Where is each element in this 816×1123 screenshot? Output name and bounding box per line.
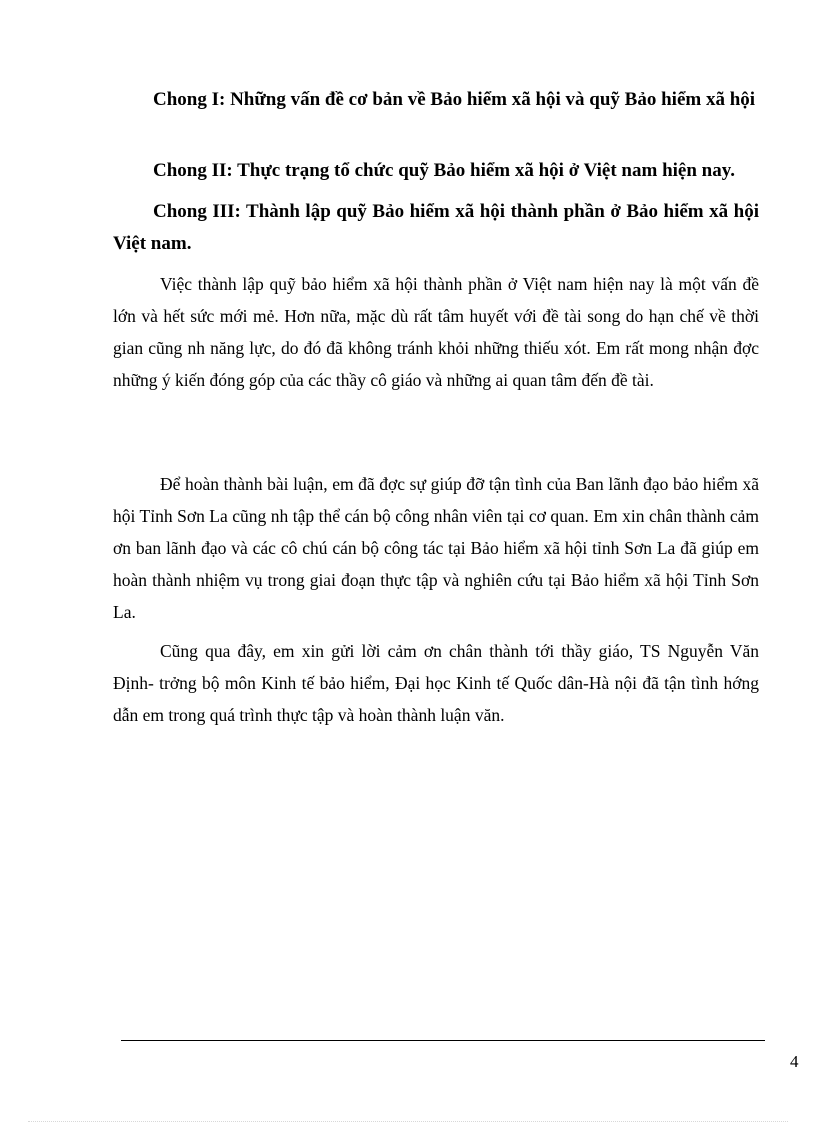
paragraph-acknowledgement: Để hoàn thành bài luận, em đã đợc sự giúp đỡ tận tình của Ban lãnh đạo bảo hiểm xã hội Tỉnh Sơn La cũng nh tập thể cán bộ công nhân viên tại cơ quan. Em xin chân thành cảm ơn ban lãnh đạo và các cô chú cán bộ công tác tại Bảo hiểm xã hội tỉnh Sơn La đã giúp em hoàn thành nhiệm vụ trong giai đoạn thực tập và nghiên cứu tại Bảo hiểm xã hội Tỉnh Sơn La. [113,474,759,622]
chapter-1-heading: Chong I: Những vấn đề cơ bản về Bảo hiểm xã hội và quỹ Bảo hiểm xã hội [153,89,756,110]
footer-divider [121,1040,765,1041]
chapter-3-heading: Chong III: Thành lập quỹ Bảo hiểm xã hội thành phần ở Bảo hiểm xã hội Việt nam. [113,201,759,254]
page-number: 4 [790,1052,799,1071]
page-bottom-border [28,1121,788,1122]
chapter-2-heading: Chong II: Thực trạng tổ chức quỹ Bảo hiểm xã hội ở Việt nam hiện nay. [153,160,735,181]
paragraph-intro: Việc thành lập quỹ bảo hiểm xã hội thành phần ở Việt nam hiện nay là một vấn đề lớn và hết sức mới mẻ. Hơn nữa, mặc dù rất tâm huyết với đề tài song do hạn chế về thời gian cũng nh năng lực, do đó đã không tránh khỏi những thiếu xót. Em rất mong nhận đợc những ý kiến đóng góp của các thầy cô giáo và những ai quan tâm đến đề tài. [113,274,759,390]
paragraph-thanks: Cũng qua đây, em xin gửi lời cảm ơn chân thành tới thầy giáo, TS Nguyễn Văn Định- trởng bộ môn Kinh tế bảo hiểm, Đại học Kinh tế Quốc dân-Hà nội đã tận tình hớng dẫn em trong quá trình thực tập và hoàn thành luận văn. [113,641,759,725]
